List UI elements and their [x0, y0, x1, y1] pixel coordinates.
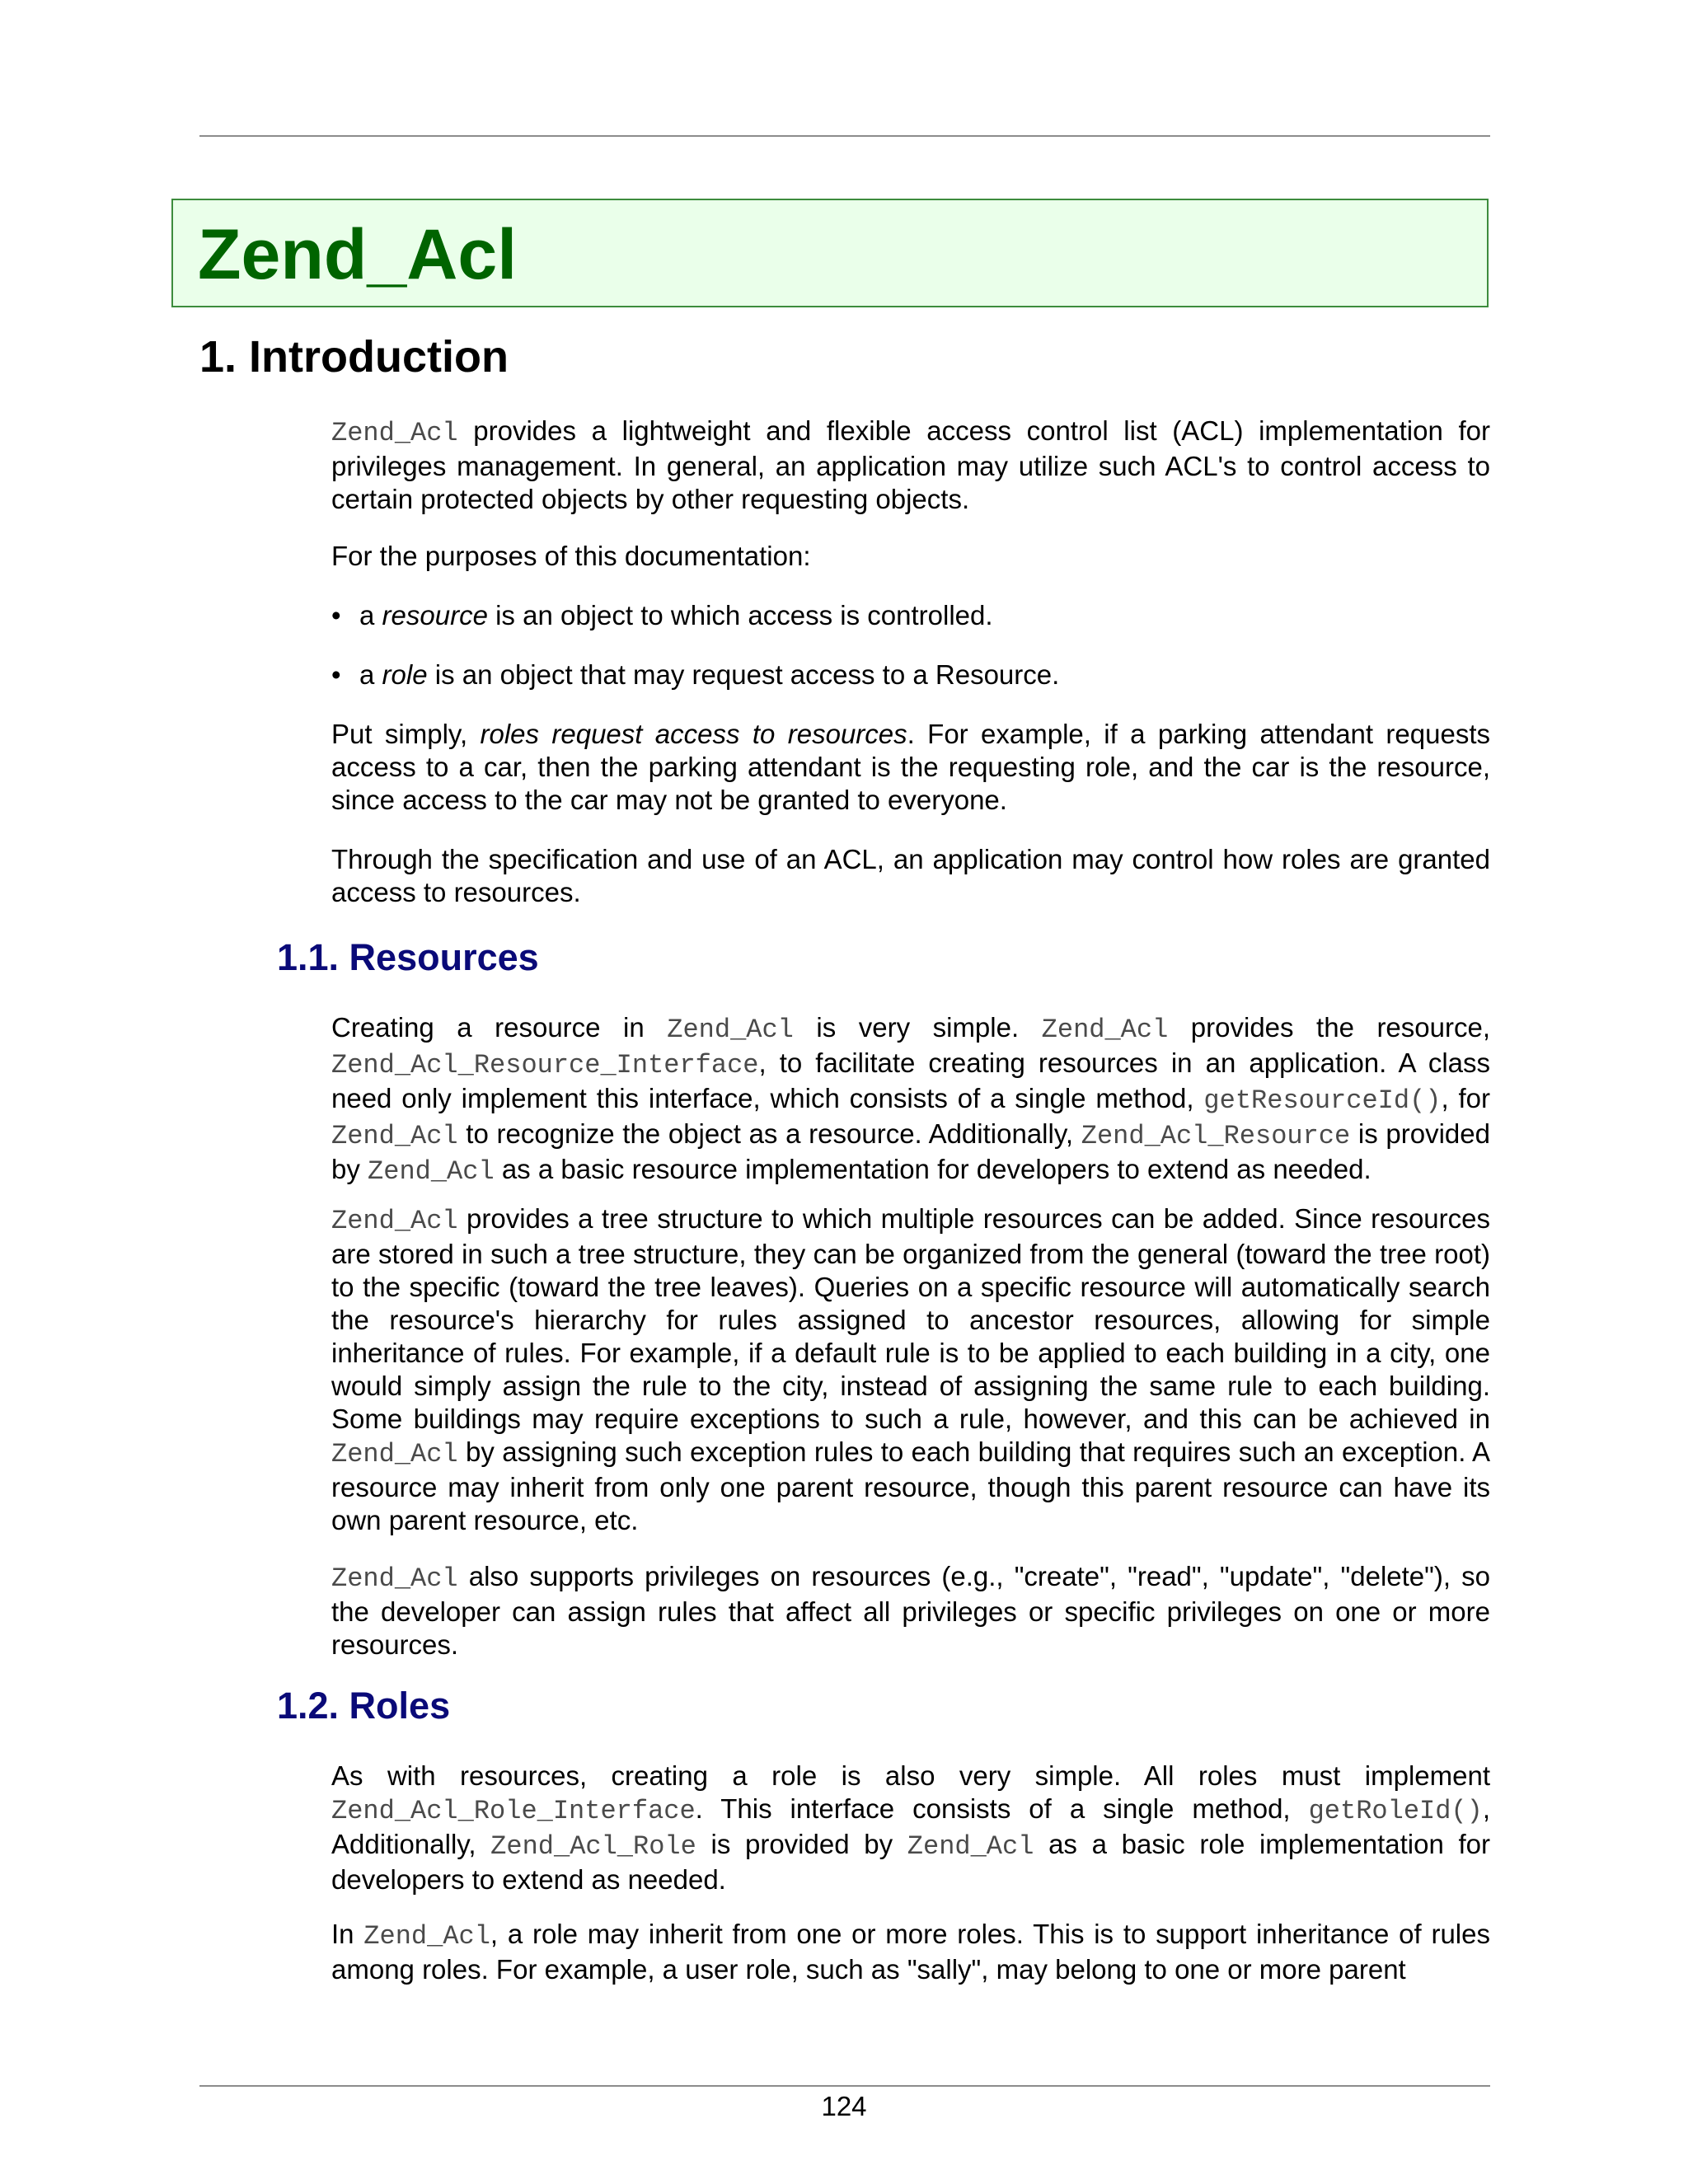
text: is provided by [696, 1829, 907, 1859]
text: . This interface consists of a single method, [695, 1793, 1309, 1824]
code-term: Zend_Acl [331, 1121, 458, 1151]
section-heading-introduction: 1. Introduction [199, 332, 509, 382]
bullet-item-role [331, 658, 1490, 691]
text: , Additionally, [331, 1793, 1490, 1859]
code-term: Zend_Acl [331, 1206, 458, 1236]
text: by assigning such exception rules to each building that requires such an exception. A resource may inherit from only one parent resource, though this parent resource can have its own parent resource, etc. [331, 1436, 1490, 1535]
code-term: getResourceId() [1203, 1085, 1442, 1116]
text: , a role may inherit from one or more roles. This is to support inheritance of rules among roles. For example, a user role, such as "sally", may belong to one or more parent [331, 1919, 1490, 1985]
text: a [359, 659, 382, 690]
text: is provided by [331, 1118, 1490, 1184]
bullet-icon: • [331, 659, 341, 690]
bullet-icon: • [331, 600, 341, 630]
text: Put simply, [331, 719, 481, 749]
code-term: Zend_Acl [907, 1831, 1034, 1862]
emphasis: role [382, 659, 428, 690]
text: provides a tree structure to which multiple resources can be added. Since resources are stored in such a tree structure, they can be organized from the general (toward the tree root) to the specific (toward the tree leaves). Queries on a specific resource will automatically search the resource's hierarchy for rules assigned to ancestor resources, allowing for simple inheritance of rules. For example, if a default rule is to be applied to each building in a city, one would simply assign the rule to the city, instead of assigning the same rule to each building. Some buildings may require exceptions to such a rule, however, and this can be achieved in [331, 1203, 1490, 1434]
intro-paragraph-1 [331, 415, 1490, 516]
text: provides a lightweight and flexible access control list (ACL) implementation for privileges management. In general, an application may utilize such ACL's to control access to certain protected objects by other requesting objects. [331, 415, 1490, 514]
text: In [331, 1919, 364, 1949]
text: as a basic role implementation for developers to extend as needed. [331, 1829, 1490, 1895]
emphasis: roles request access to resources [480, 719, 907, 749]
text: is an object to which access is controlled. [487, 600, 993, 630]
text: as a basic resource implementation for developers to extend as needed. [494, 1154, 1372, 1184]
intro-paragraph-3 [331, 718, 1490, 817]
bullet-item-resource [331, 599, 1490, 632]
text: Creating a resource in [331, 1012, 668, 1043]
resources-paragraph-2 [331, 1202, 1490, 1537]
code-term: Zend_Acl [667, 1015, 794, 1045]
page-number: 124 [821, 2091, 867, 2121]
code-term: getRoleId() [1308, 1796, 1483, 1826]
chapter-title: Zend_Acl [198, 215, 518, 294]
text: is an object that may request access to a Resource. [427, 659, 1060, 690]
code-term: Zend_Acl_Role [490, 1831, 696, 1862]
text: As with resources, creating a role is also very simple. All roles must implement [331, 1760, 1490, 1791]
roles-paragraph-1 [331, 1760, 1490, 1896]
resources-paragraph-1 [331, 1011, 1490, 1188]
subsection-heading-resources: 1.1. Resources [277, 936, 539, 978]
roles-paragraph-2 [331, 1918, 1490, 1986]
code-term: Zend_Acl_Resource [1081, 1121, 1351, 1151]
text: a [359, 600, 382, 630]
subsection-heading-roles: 1.2. Roles [277, 1685, 451, 1727]
code-term: Zend_Acl [331, 418, 458, 448]
code-term: Zend_Acl [331, 1563, 458, 1594]
text: to recognize the object as a resource. Additionally, [457, 1118, 1081, 1149]
text: . For example, if a parking attendant requests access to a car, then the parking attendant is the requesting role, and the car is the resource, since access to the car may not be granted to everyone. [331, 719, 1491, 815]
code-term: Zend_Acl_Role_Interface [331, 1796, 696, 1826]
intro-paragraph-4: Through the specification and use of an ACL, an application may control how roles are granted access to resources. [331, 844, 1490, 907]
code-term: Zend_Acl [1041, 1015, 1169, 1045]
intro-paragraph-2: For the purposes of this documentation: [331, 541, 811, 571]
code-term: Zend_Acl [331, 1439, 458, 1469]
text: , for [1441, 1083, 1490, 1113]
code-term: Zend_Acl [368, 1156, 495, 1187]
footer-rule [199, 2085, 1490, 2087]
text: is very simple. [793, 1012, 1042, 1043]
text: , to facilitate creating resources in an application. A class need only implement this interface, which consists of a single method, [331, 1047, 1490, 1113]
emphasis: resource [382, 600, 488, 630]
code-term: Zend_Acl [363, 1921, 490, 1952]
text: also supports privileges on resources (e.g., "create", "read", "update", "delete"), so the developer can assign rules that affect all privileges or specific privileges on one or more resources. [331, 1561, 1490, 1660]
text: provides the resource, [1168, 1012, 1491, 1043]
header-rule [199, 135, 1490, 137]
resources-paragraph-3 [331, 1560, 1490, 1661]
code-term: Zend_Acl_Resource_Interface [331, 1050, 759, 1080]
